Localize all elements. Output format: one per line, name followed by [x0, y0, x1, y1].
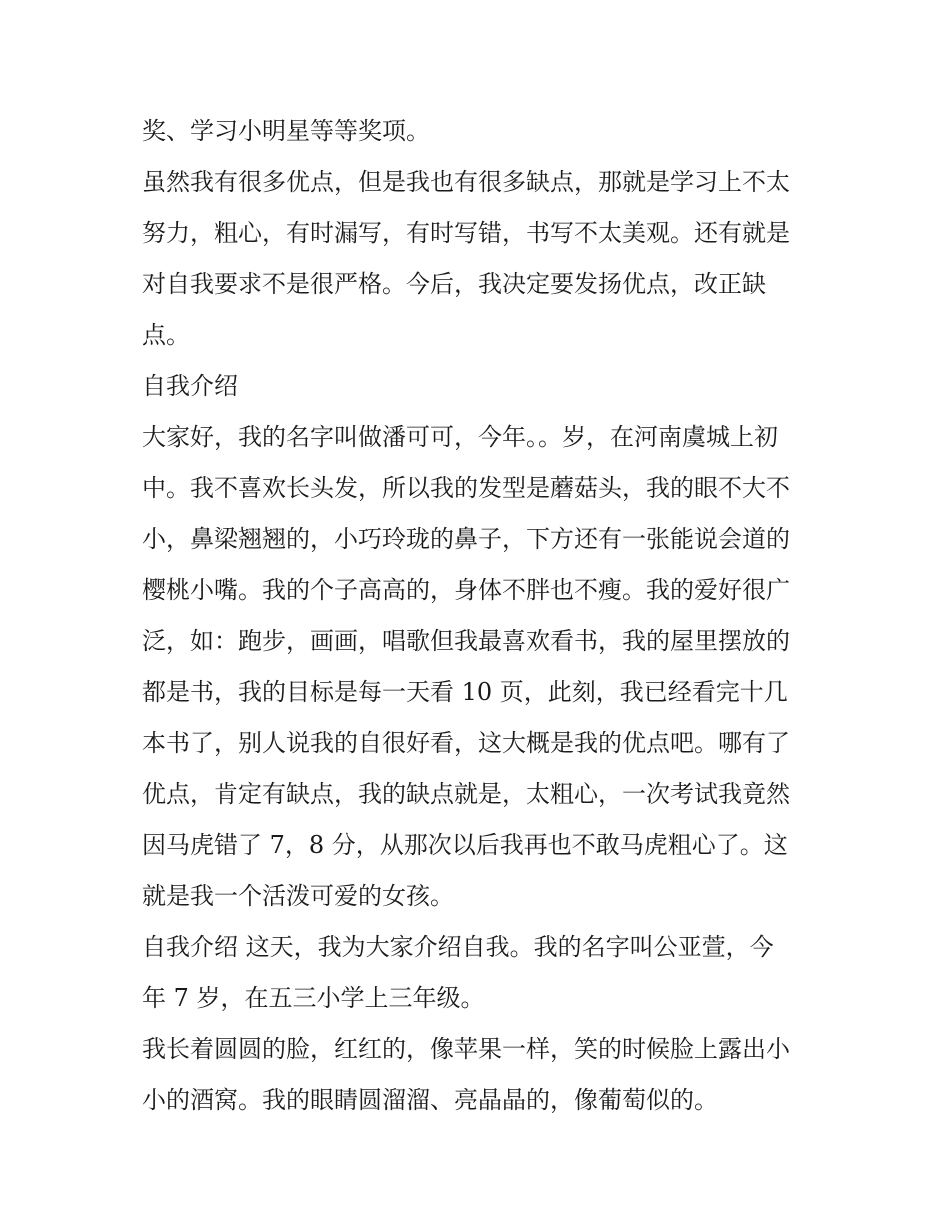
text-line: 小的酒窝。我的眼睛圆溜溜、亮晶晶的，像葡萄似的。	[142, 1086, 718, 1114]
document-body	[142, 106, 814, 1126]
text-line: 泛，如：跑步，画画，唱歌但我最喜欢看书，我的屋里摆放的	[142, 627, 790, 655]
paragraph-self-intro-pan	[142, 412, 814, 922]
paragraph-self-intro-gong	[142, 922, 814, 1024]
text-line: 樱桃小嘴。我的个子高高的，身体不胖也不瘦。我的爱好很广	[142, 576, 790, 604]
text-line: 大家好，我的名字叫做潘可可，今年。。岁，在河南虞城上初	[142, 423, 778, 451]
text-line: 中。我不喜欢长头发，所以我的发型是蘑菇头，我的眼不大不	[142, 474, 790, 502]
text-line: 奖、学习小明星等等奖项。	[142, 117, 430, 145]
text-line: 我长着圆圆的脸，红红的，像苹果一样，笑的时候脸上露出小	[142, 1035, 790, 1063]
text-line: 虽然我有很多优点，但是我也有很多缺点，那就是学习上不太	[142, 168, 790, 196]
text-line: 就是我一个活泼可爱的女孩。	[142, 882, 454, 910]
text-line: 都是书，我的目标是每一天看 10 页，此刻，我已经看完十几	[142, 678, 788, 706]
text-line: 本书了，别人说我的自很好看，这大概是我的优点吧。哪有了	[142, 729, 790, 757]
text-line: 优点，肯定有缺点，我的缺点就是，太粗心，一次考试我竟然	[142, 780, 790, 808]
text-line: 努力，粗心，有时漏写，有时写错，书写不太美观。还有就是	[142, 219, 790, 247]
text-line: 年 7 岁，在五三小学上三年级。	[142, 984, 485, 1012]
text-line: 因马虎错了 7，8 分，从那次以后我再也不敢马虎粗心了。这	[142, 831, 788, 859]
paragraph-shortcomings	[142, 157, 814, 361]
section-heading	[142, 361, 814, 412]
text-line: 对自我要求不是很严格。今后，我决定要发扬优点，改正缺	[142, 270, 766, 298]
text-line: 小，鼻梁翘翘的，小巧玲珑的鼻子，下方还有一张能说会道的	[142, 525, 790, 553]
text-line: 点。	[142, 321, 190, 349]
paragraph-award-ending	[142, 106, 814, 157]
text-line: 自我介绍 这天，我为大家介绍自我。我的名字叫公亚萱，今	[142, 933, 774, 961]
paragraph-appearance	[142, 1024, 814, 1126]
heading-line: 自我介绍	[142, 372, 238, 400]
